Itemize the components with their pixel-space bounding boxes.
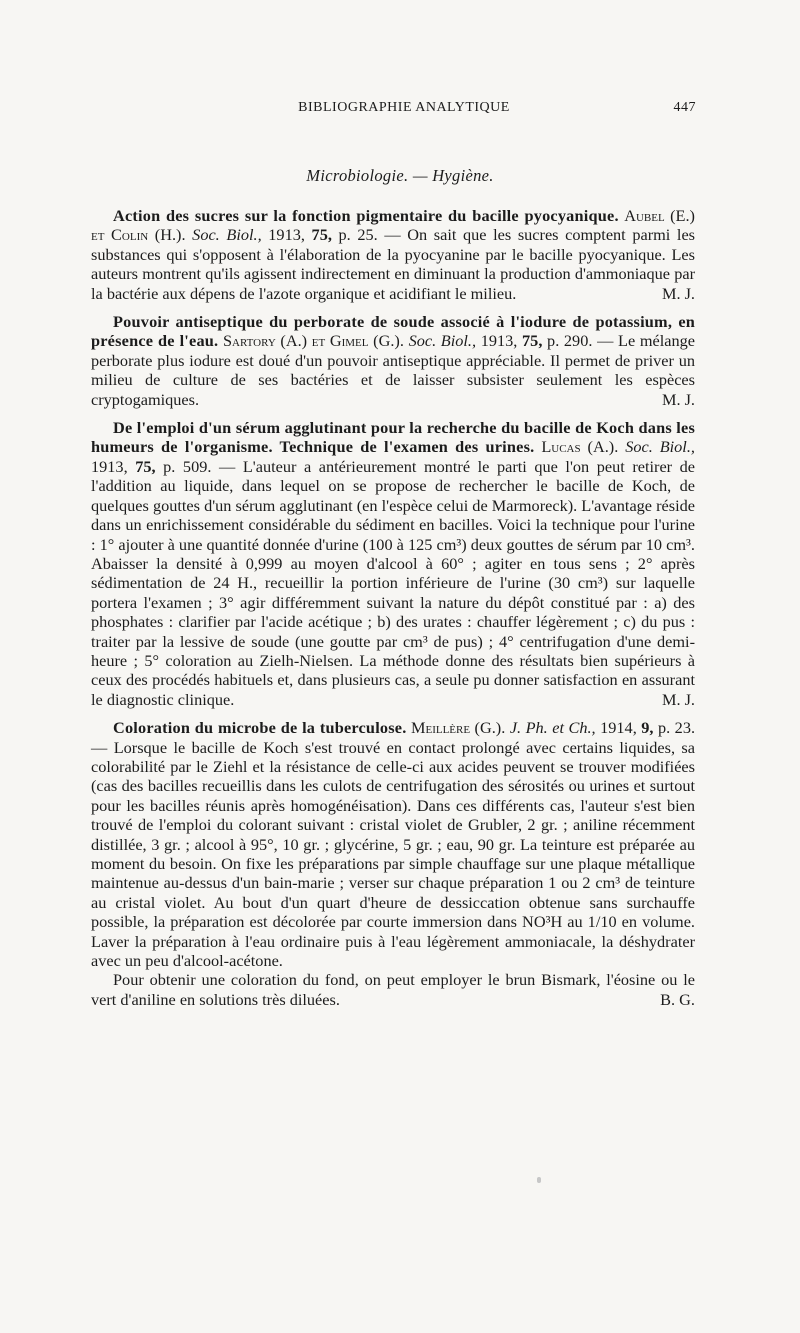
abstract-signature: B. G. [660, 989, 695, 1009]
abstract-authors: Aubel (E.) et Colin (H.). [91, 206, 695, 245]
abstract-year: 1913, [268, 225, 305, 245]
abstract-signature: M. J. [661, 283, 695, 303]
abstract-title: Pouvoir antiseptique du perborate de soude associé à l'iodure de potassium, en présence de l'eau. [91, 312, 695, 351]
abstract-volume: 9, [641, 718, 654, 738]
abstract-authors: Meillère (G.). [411, 718, 506, 738]
abstract-paragraph [91, 418, 695, 709]
paper-speck [537, 1177, 541, 1183]
abstract-volume: 75, [522, 331, 543, 351]
abstract-title: De l'emploi d'un sérum agglutinant pour la recherche du bacille de Koch dans les humeurs de l'organisme. Technique de l'examen des urines. [91, 418, 695, 457]
abstract-year: 1914, [600, 718, 637, 738]
abstract-volume: 75, [311, 225, 332, 245]
abstract-journal: J. Ph. et Ch., [509, 718, 596, 738]
abstract-text: — Le mélange perborate plus iodure est doué d'un pouvoir antiseptique appréciable. Il permet de priver un milieu de culture de ses bactéries et de laisser subsister seulement les espèces cryptogamiques. [91, 331, 695, 409]
abstract-title: Coloration du microbe de la tuberculose. [113, 718, 407, 738]
abstract-signature: M. J. [661, 689, 695, 709]
abstract-title: Action des sucres sur la fonction pigmentaire du bacille pyocyanique. [113, 206, 619, 225]
abstract-pages: p. 25. [338, 225, 378, 245]
abstract-pages: p. 23. [657, 718, 696, 738]
abstract-pages: p. 290. [547, 331, 593, 351]
abstract-paragraph [91, 718, 695, 970]
abstract-authors: Sartory (A.) et Gimel (G.). [222, 331, 404, 351]
running-title: BIBLIOGRAPHIE ANALYTIQUE [298, 100, 510, 115]
abstract-entry [91, 718, 695, 1009]
abstract-year: 1913, [480, 331, 518, 351]
abstract-entry [91, 312, 695, 409]
abstract-volume: 75, [135, 456, 156, 476]
section-title: Microbiologie. — Hygiène. [306, 166, 494, 185]
abstract-paragraph [91, 206, 695, 303]
abstract-paragraph [91, 312, 695, 409]
abstract-paragraph-continued [91, 970, 695, 1009]
abstract-signature: M. J. [661, 389, 695, 409]
article-body [91, 206, 695, 1018]
abstract-text-continued: Pour obtenir une coloration du fond, on peut employer le brun Bismark, l'éosine ou le vert d'aniline en solutions très diluées. [91, 970, 695, 1009]
abstract-text: — L'auteur a antérieurement montré le parti que l'on peut retirer de l'addition au liquide, dans lequel on se propose de rechercher le bacille de Koch, de quelques gouttes d'un sérum agglutinant (en l'espèce celui de Marmoreck). L'avantage réside dans un enrichissement considérable du sédiment en bacilles. Voici la technique pour l'urine : 1° ajouter à une quantité donnée d'urine (100 à 125 cm³) deux gouttes de sérum par 10 cm³. Abaisser la densité à 0,999 au moyen d'alcool à 60° ; agiter en tous sens ; 2° après sédimentation de 24 H., recueillir la portion inférieure de l'urine (30 cm³) sur laquelle portera l'examen ; 3° agir différemment suivant la nature du dépôt constitué par : a) des phosphates : clarifier par l'acide acétique ; b) des urates : chauffer légèrement ; c) du pus : traiter par la lessive de soude (une goutte par cm³ de pus) ; 4° centrifugation d'une demi-heure ; 5° coloration au Zielh-Nielsen. La méthode donne des résultats bien supérieurs à ceux des procédés habituels et, dans plusieurs cas, a seule pu donner satisfaction en assurant le diagnostic clinique. [91, 456, 696, 709]
abstract-authors: Lucas (A.). [541, 437, 619, 457]
abstract-entry [91, 206, 695, 303]
abstract-year: 1913, [91, 456, 128, 476]
abstract-text: — On sait que les sucres comptent parmi les substances qui s'opposent à l'élaboration de la pyocyanine par le bacille pyocyanique. Les auteurs montrent qu'ils agissent indirectement en diminuant la production d'ammoniaque par la bactérie aux dépens de l'azote organique et acidifiant le milieu. [91, 225, 696, 303]
abstract-entry [91, 418, 695, 709]
page-number: 447 [673, 100, 696, 115]
abstract-journal: Soc. Biol., [625, 437, 695, 457]
abstract-journal: Soc. Biol., [408, 331, 477, 351]
abstract-pages: p. 509. [163, 456, 212, 476]
abstract-journal: Soc. Biol., [192, 225, 262, 245]
abstract-text: — Lorsque le bacille de Koch s'est trouvé en contact prolongé avec certains liquides, sa colorabilité par le Ziehl et la résistance de celle-ci aux acides peuvent se trouver modifiées (cas des bacilles recueillis dans les culots de centrifugation des sérosités ou urines et surtout pour les bacilles réunis après homogénéisation). Dans ces différents cas, l'auteur s'est bien trouvé de l'emploi du colorant suivant : cristal violet de Grubler, 2 gr. ; aniline récemment distillée, 3 gr. ; alcool à 95°, 10 gr. ; glycérine, 5 gr. ; eau, 90 gr. La teinture est préparée au moment du besoin. On fixe les préparations par simple chauffage sur une plaque métallique maintenue au-dessus d'un bain-marie ; verser sur chaque préparation 1 ou 2 cm³ de teinture au cristal violet. Au bout d'un quart d'heure de dessiccation obtenue sans surchauffe possible, la préparation est décolorée par courte immersion dans NO³H au 1/10 en volume. Laver la préparation à l'eau ordinaire puis à l'eau légèrement ammoniacale, la déshydrater avec un peu d'alcool-acétone. [91, 737, 695, 971]
